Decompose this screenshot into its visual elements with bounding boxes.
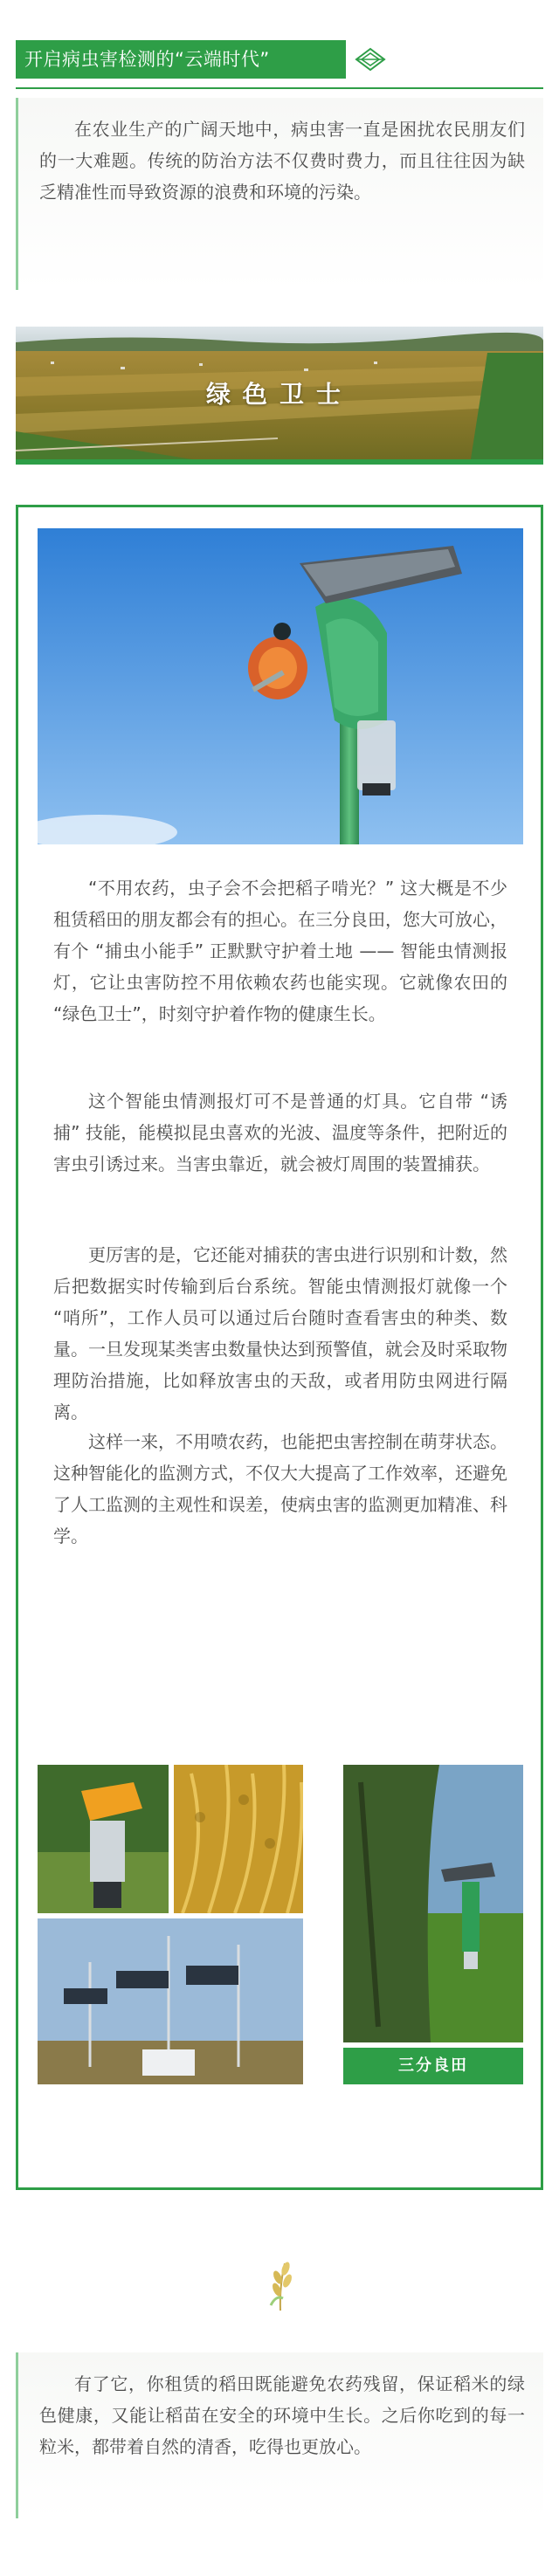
willow-lamp-photo: [343, 1765, 523, 2042]
leaf-outline-icon: [353, 44, 388, 75]
pest-lamp-photo: [38, 528, 523, 844]
card-paragraph-2: 这个智能虫情测报灯可不是普通的灯具。它自带 “诱捕” 技能，能模拟昆虫喜欢的光波、温度等条件，把附近的害虫引诱过来。当害虫靠近，就会被灯周围的装置捕获。: [53, 1091, 507, 1174]
rice-grain-photo: [174, 1765, 303, 1913]
card-paragraph-1: “不用农药，虫子会不会把稻子啃光？” 这大概是不少租赁稻田的朋友都会有的担心。在三分良田，您大可放心，有个 “捕虫小能手” 正默默守护着土地 —— 智能虫情测报灯，它让虫害防控不用依赖农药也能实现。它就像农田的 “绿色卫士”，时刻守护着作物的健康生长。: [53, 878, 507, 1024]
banner-label: 绿色卫士: [205, 380, 353, 409]
intro-box: [16, 98, 543, 290]
main-card: [16, 505, 543, 2190]
outro-paragraph: 有了它，你租赁的稻田既能避免农药残留，保证稻米的绿色健康，又能让稻苗在安全的环境中生长。之后你吃到的每一粒米，都带着自然的清香，吃得也更放心。: [39, 2373, 525, 2457]
wheat-icon: [259, 2260, 302, 2312]
section-header: [16, 40, 543, 79]
weather-station-photo: [38, 1918, 303, 2084]
header-rule: [16, 87, 543, 89]
header-title: 开启病虫害检测的“云端时代”: [24, 49, 270, 70]
intro-paragraph: 在农业生产的广阔天地中，病虫害一直是困扰农民朋友们的一大难题。传统的防治方法不仅费时费力，而且往往因为缺乏精准性而导致资源的浪费和环境的污染。: [39, 119, 525, 203]
outro-box: [16, 2352, 543, 2518]
banner-image: [16, 327, 543, 465]
banner-bottom-bar: [16, 459, 543, 465]
photo-grid: [38, 1765, 523, 2084]
card-paragraph-4: 这样一来，不用喷农药，也能把虫害控制在萌芽状态。这种智能化的监测方式，不仅大大提高了工作效率，还避免了人工监测的主观性和误差，使病虫害的监测更加精准、科学。: [53, 1431, 507, 1546]
card-paragraph-3: 更厉害的是，它还能对捕获的害虫进行识别和计数，然后把数据实时传输到后台系统。智能虫情测报灯就像一个 “哨所”，工作人员可以通过后台随时查看害虫的种类、数量。一旦发现某类害虫数量快达到预警值，就会及时采取物理防治措施，比如释放害虫的天敌，或者用防虫网进行隔离。: [53, 1244, 507, 1422]
photo-caption: 三分良田: [343, 2048, 523, 2084]
lamp-closeup-photo: [38, 1765, 169, 1913]
